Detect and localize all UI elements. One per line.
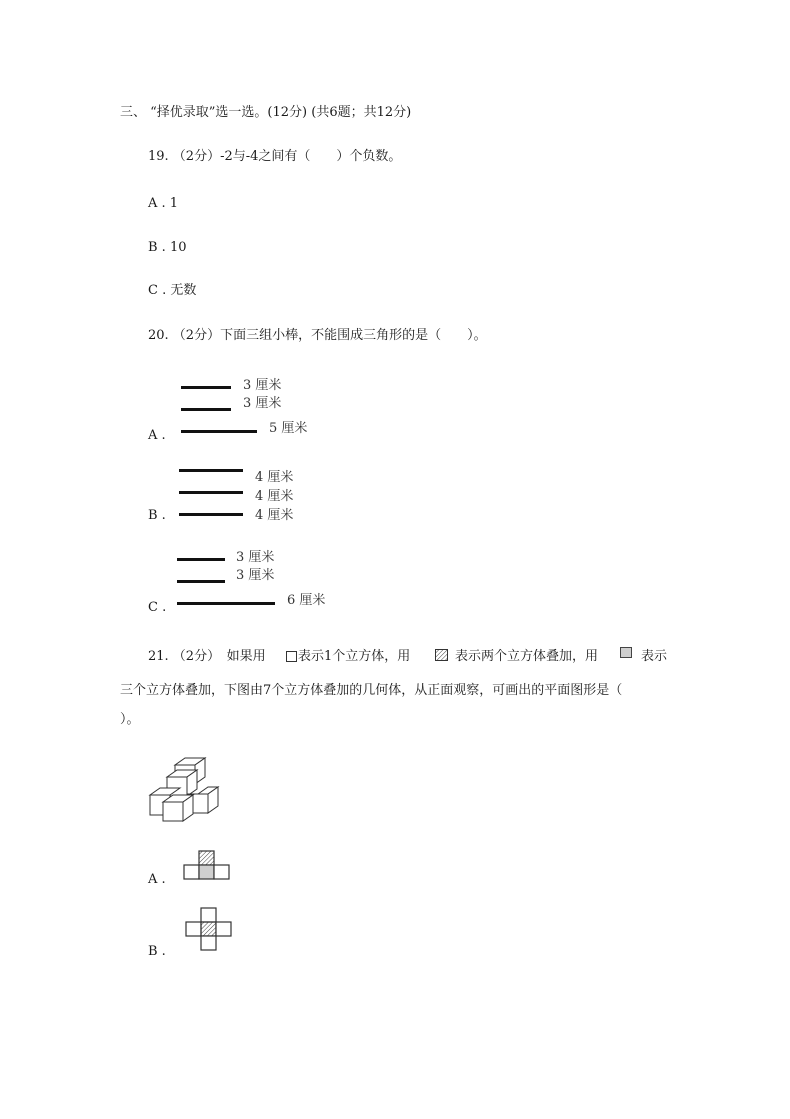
stick-length-label: 3 厘米 — [236, 568, 275, 583]
single-cube-square-icon — [286, 651, 297, 662]
q21-stem-line2: 三个立方体叠加，下图由7个立方体叠加的几何体，从正面观察，可画出的平面图形是（ — [120, 683, 623, 698]
stacked-cubes-figure — [145, 755, 225, 825]
q20-stem: 20. （2分）下面三组小棒，不能围成三角形的是（ ）。 — [148, 328, 487, 343]
stick — [179, 513, 243, 516]
q20-option-c-label[interactable]: C . — [148, 600, 167, 615]
q20-option-b-label[interactable]: B . — [148, 508, 166, 523]
q21-stem-part4: 表示 — [641, 649, 668, 664]
stick — [177, 580, 225, 583]
stick-length-label: 6 厘米 — [287, 593, 326, 608]
stick-length-label: 4 厘米 — [255, 489, 294, 504]
q21-stem-part1: 21. （2分） 如果用 — [148, 649, 266, 664]
stick — [181, 408, 231, 411]
stick-length-label: 5 厘米 — [269, 421, 308, 436]
q19-option-c[interactable]: C . 无数 — [148, 283, 197, 298]
stick — [177, 602, 275, 605]
gray-square-icon — [620, 647, 632, 658]
q21-stem-line3: ）。 — [120, 712, 140, 727]
q21-option-b-label[interactable]: B . — [148, 944, 166, 959]
hatched-square-icon — [435, 649, 448, 661]
q19-option-a[interactable]: A . 1 — [148, 196, 179, 211]
q19-option-b[interactable]: B . 10 — [148, 240, 187, 255]
stick — [181, 430, 257, 433]
stick-length-label: 3 厘米 — [243, 378, 282, 393]
stick — [179, 491, 243, 494]
q20-option-a-label[interactable]: A . — [148, 428, 166, 443]
q21-option-b-figure — [185, 907, 235, 953]
stick-length-label: 4 厘米 — [255, 508, 294, 523]
q19-stem: 19. （2分）-2与-4之间有（ ）个负数。 — [148, 149, 402, 164]
section-title: 三、 “择优录取”选一选。(12分) (共6题；共12分) — [120, 105, 412, 120]
stick — [177, 558, 225, 561]
stick — [179, 469, 243, 472]
stick-length-label: 3 厘米 — [236, 550, 275, 565]
q21-option-a-label[interactable]: A . — [148, 872, 166, 887]
stick-length-label: 4 厘米 — [255, 470, 294, 485]
q21-stem-part2: 表示1个立方体，用 — [298, 649, 411, 664]
q21-option-a-figure — [183, 849, 233, 881]
stick-length-label: 3 厘米 — [243, 396, 282, 411]
q21-stem-part3: 表示两个立方体叠加，用 — [455, 649, 599, 664]
stick — [181, 386, 231, 389]
